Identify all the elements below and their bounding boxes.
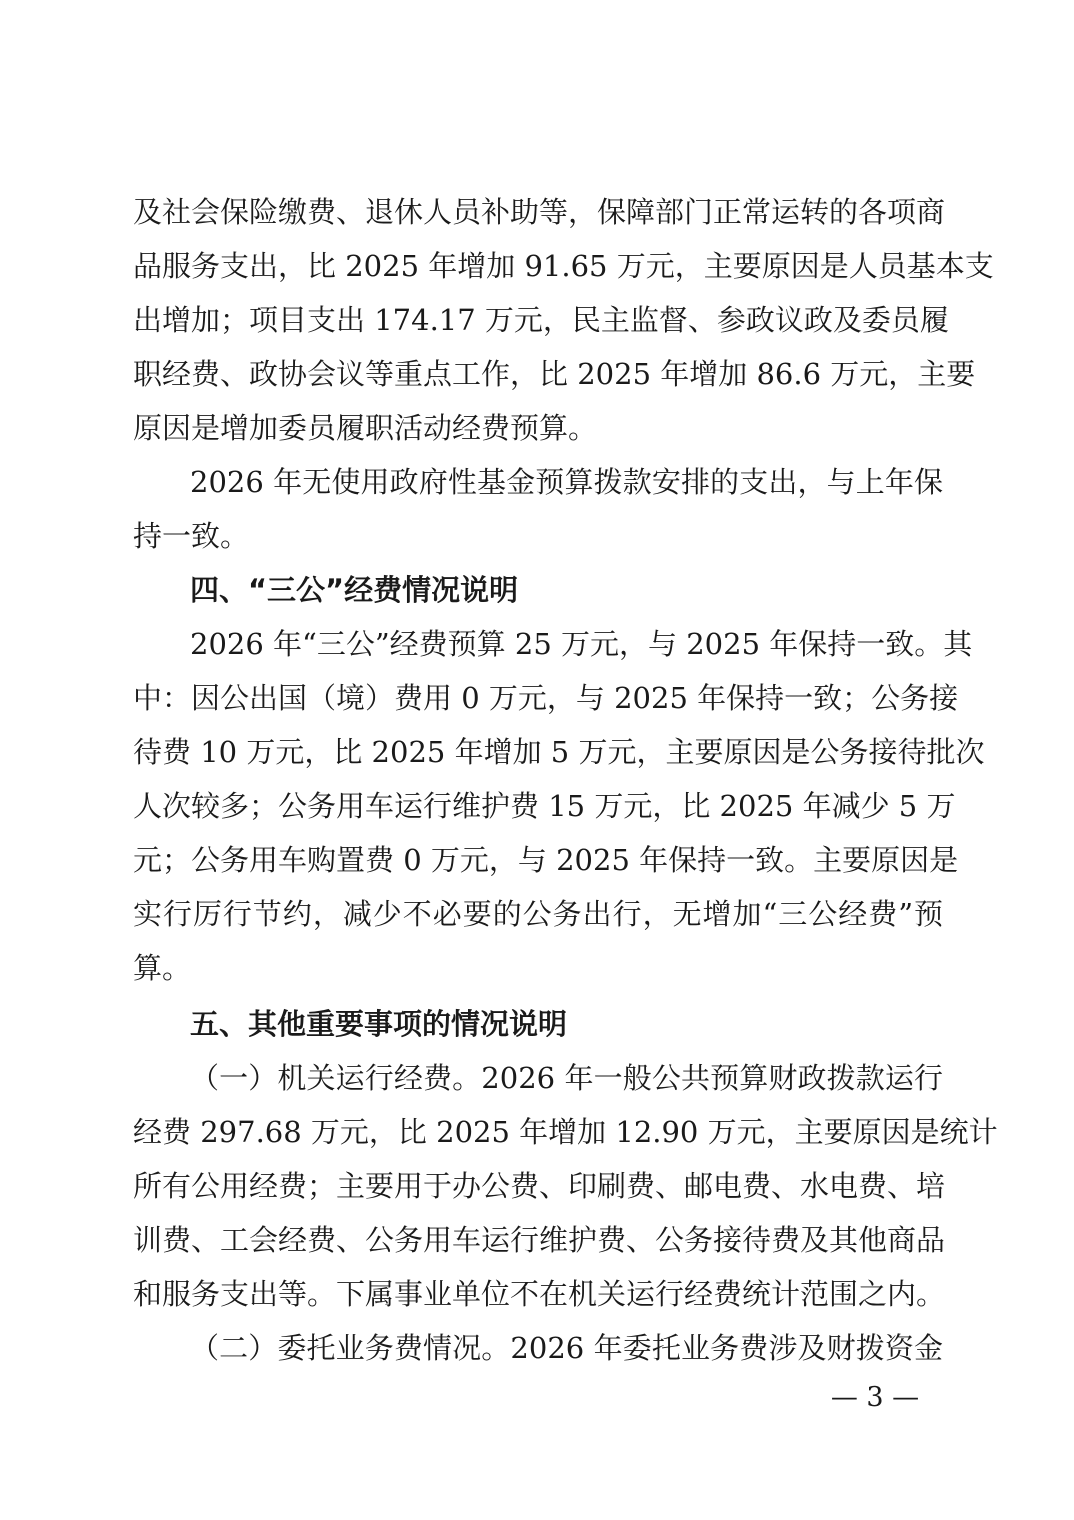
paragraph-line: 品服务支出，比 2025 年增加 91.65 万元，主要原因是人员基本支 [133, 249, 994, 283]
paragraph-line: （二）委托业务费情况。2026 年委托业务费涉及财拨资金 [190, 1331, 943, 1365]
paragraph-line: 和服务支出等。下属事业单位不在机关运行经费统计范围之内。 [133, 1277, 946, 1311]
paragraph-line: 人次较多；公务用车运行维护费 15 万元，比 2025 年减少 5 万 [133, 789, 956, 823]
paragraph-line: 实行厉行节约，减少不必要的公务出行，无增加“三公经费”预 [133, 897, 943, 931]
paragraph-line: 2026 年“三公”经费预算 25 万元，与 2025 年保持一致。其 [190, 627, 973, 661]
section-heading-sangong: 四、“三公”经费情况说明 [190, 573, 519, 607]
paragraph-line: 持一致。 [133, 519, 250, 553]
paragraph-line: 算。 [133, 951, 192, 985]
paragraph-line: 经费 297.68 万元，比 2025 年增加 12.90 万元，主要原因是统计 [133, 1115, 998, 1149]
paragraph-line: 中：因公出国（境）费用 0 万元，与 2025 年保持一致；公务接 [133, 681, 959, 715]
paragraph-line: 待费 10 万元，比 2025 年增加 5 万元，主要原因是公务接待批次 [133, 735, 985, 769]
section-heading-other-matters: 五、其他重要事项的情况说明 [190, 1007, 568, 1041]
page-number: — 3 — [830, 1382, 920, 1413]
paragraph-line: 职经费、政协会议等重点工作，比 2025 年增加 86.6 万元，主要 [133, 357, 976, 391]
paragraph-line: 训费、工会经费、公务用车运行维护费、公务接待费及其他商品 [133, 1223, 946, 1257]
paragraph-line: 所有公用经费；主要用于办公费、印刷费、邮电费、水电费、培 [133, 1169, 946, 1203]
paragraph-line: 及社会保险缴费、退休人员补助等，保障部门正常运转的各项商 [133, 195, 946, 229]
paragraph-line: 2026 年无使用政府性基金预算拨款安排的支出，与上年保 [190, 465, 943, 499]
paragraph-line: 元；公务用车购置费 0 万元，与 2025 年保持一致。主要原因是 [133, 843, 959, 877]
paragraph-line: （一）机关运行经费。2026 年一般公共预算财政拨款运行 [190, 1061, 943, 1095]
paragraph-line: 出增加；项目支出 174.17 万元，民主监督、参政议政及委员履 [133, 303, 949, 337]
paragraph-line: 原因是增加委员履职活动经费预算。 [133, 411, 598, 445]
